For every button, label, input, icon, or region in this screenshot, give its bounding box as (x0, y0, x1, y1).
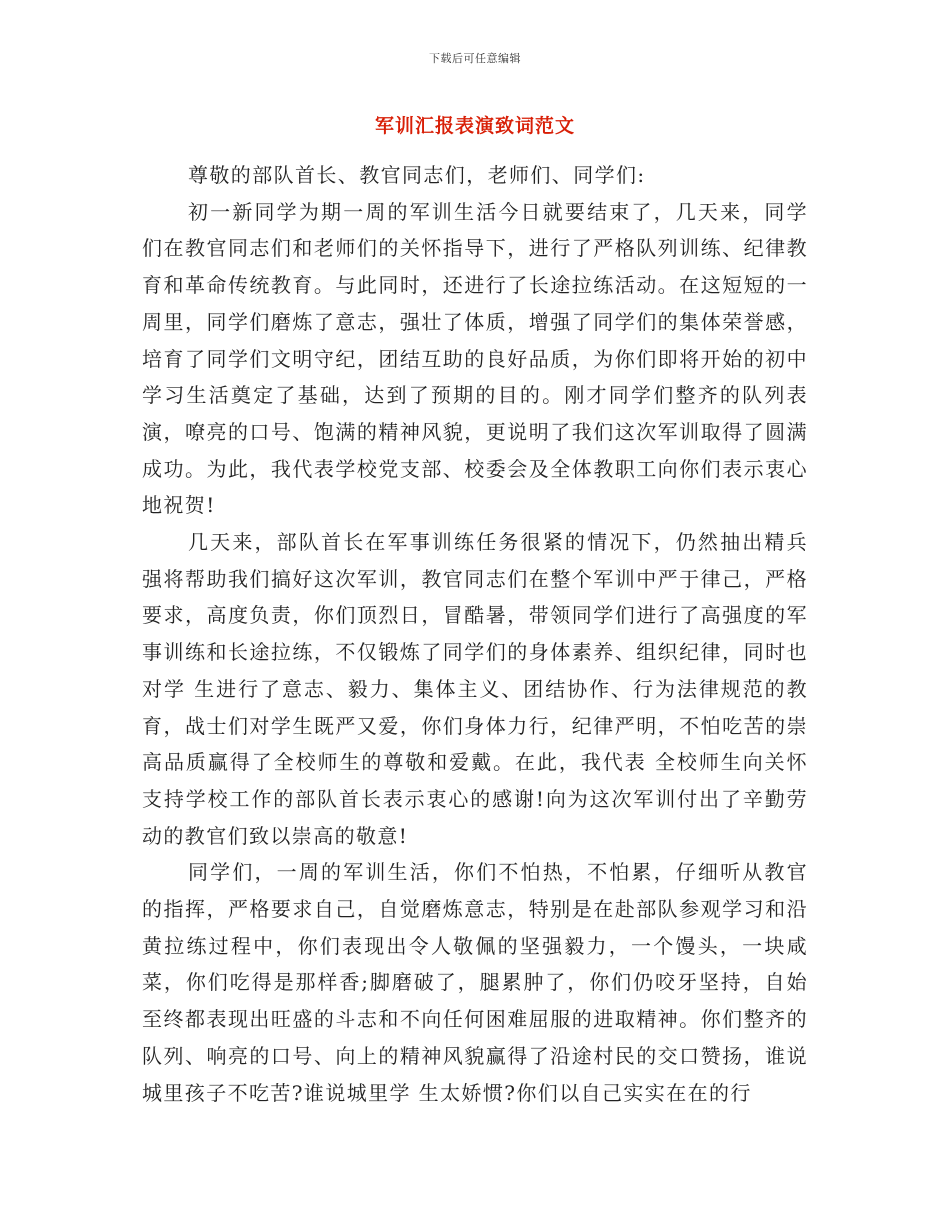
document-title: 军训汇报表演致词范文 (374, 115, 575, 137)
body-paragraph-3: 同学们，一周的军训生活，你们不怕热，不怕累，仔细听从教官的指挥，严格要求自己，自觉磨炼意志，特别是在赴部队参观学习和沿黄拉练过程中，你们表现出令人敬佩的坚强毅力，一个馒头，一块咸菜，你们吃得是那样香;脚磨破了，腿累肿了，你们仍咬牙坚持，自始至终都表现出旺盛的斗志和不向任何困难屈服的进取精神。你们整齐的队列、响亮的口号、向上的精神风貌赢得了沿途村民的交口赞扬，谁说城里孩子不吃苦?谁说城里学 生太娇惯?你们以自己实实在在的行 (142, 860, 808, 1105)
document-body (142, 157, 808, 1111)
body-paragraph-2: 几天来，部队首长在军事训练任务很紧的情况下，仍然抽出精兵强将帮助我们搞好这次军训，教官同志们在整个军训中严于律己，严格要求，高度负责，你们顶烈日，冒酷暑，带领同学们进行了高强度的军事训练和长途拉练，不仅锻炼了同学们的身体素养、组织纪律，同时也对学 生进行了意志、毅力、集体主义、团结协作、行为法律规范的教育，战士们对学生既严又爱，你们身体力行，纪律严明，不怕吃苦的崇高品质赢得了全校师生的尊敬和爱戴。在此，我代表 全校师生向关怀支持学校工作的部队首长表示衷心的感谢!向为这次军训付出了辛勤劳动的教官们致以崇高的敬意! (142, 530, 808, 848)
greeting-paragraph: 尊敬的部队首长、教官同志们，老师们、同学们: (188, 163, 646, 187)
body-paragraph-1: 初一新同学为期一周的军训生活今日就要结束了，几天来，同学们在教官同志们和老师们的关怀指导下，进行了严格队列训练、纪律教育和革命传统教育。与此同时，还进行了长途拉练活动。在这短短的一周里，同学们磨炼了意志，强壮了体质，增强了同学们的集体荣誉感，培育了同学们文明守纪，团结互助的良好品质，为你们即将开始的初中学习生活奠定了基础，达到了预期的目的。刚才同学们整齐的队列表演，嘹亮的口号、饱满的精神风貌，更说明了我们这次军训取得了圆满成功。为此，我代表学校党支部、校委会及全体教职工向你们表示衷心地祝贺! (142, 199, 808, 518)
header-note: 下载后可任意编辑 (429, 52, 521, 65)
